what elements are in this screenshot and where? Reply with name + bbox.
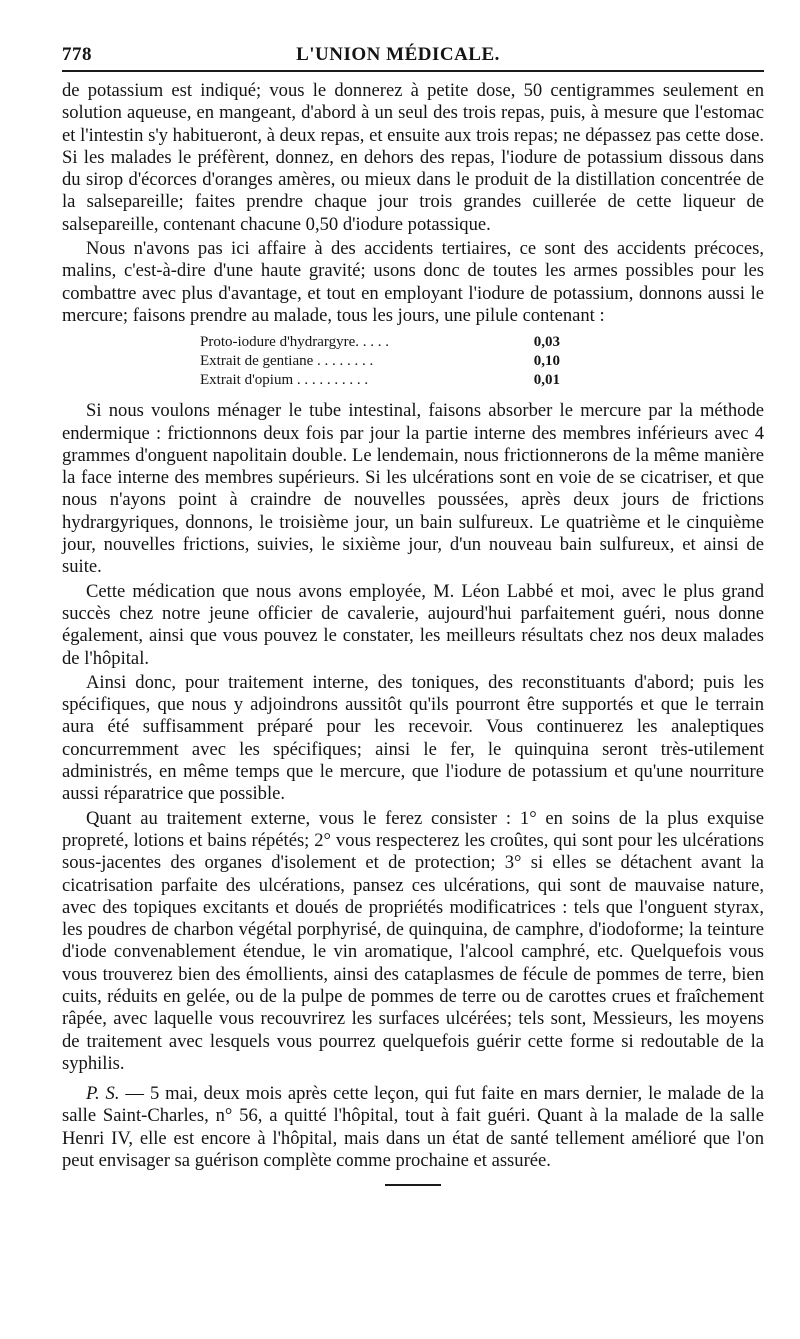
formula-dose: 0,01 [533,372,560,389]
formula-ingredient: Extrait d'opium . . . . . . . . . . [200,372,369,389]
formula-ingredient: Extrait de gentiane . . . . . . . . [200,353,374,370]
formula-dose: 0,03 [533,334,560,351]
postscript [62,1083,764,1172]
formula-dose: 0,10 [533,353,560,370]
formula-row [200,352,560,371]
running-title: L'UNION MÉDICALE. [296,44,500,65]
paragraph-6: Quant au traitement externe, vous le ferez consister : 1° en soins de la plus exquise propreté, lotions et bains répétés; 2° vous respecterez les croûtes, qui sont pour les ulcérations sous-jacentes des organes d'isolement et de protection; 3° si elles se détachent avant la cicatrisation parfaite des ulcérations, pansez ces ulcérations, qui sont de mauvaise nature, avec des topiques excitants et doués de propriétés modificatrices : tels que l'onguent styrax, les poudres de charbon végétal porphyrisé, de quinquina, de camphre, d'iodoforme; la teinture d'iode convenablement étendue, le vin aromatique, l'alcool camphré, etc. Quelquefois vous vous trouverez bien des émollients, ainsi des cataplasmes de fécule de pommes de terre, bien cuits, réduits en gelée, ou de la pulpe de pommes de terre ou de carottes crues et fraîchement râpée, avec laquelle vous recouvrirez les surfaces ulcérées; tels sont, Messieurs, les moyens de traitement avec lesquels vous pourrez quelquefois guérir cette forme si redoutable de la syphilis. [62,807,764,1074]
postscript-text: — 5 mai, deux mois après cette leçon, qui fut faite en mars dernier, le malade de la salle Saint-Charles, n° 56, a quitté l'hôpital, tout à fait guéri. Quant à la malade de la salle Henri IV, elle est encore à l'hôpital, mais dans un état de santé tellement amélioré que l'on peut envisager sa guérison complète comme prochaine et assurée. [62,1083,764,1172]
paragraph-2: Nous n'avons pas ici affaire à des accidents tertiaires, ce sont des accidents précoces, malins, c'est-à-dire d'une haute gravité; usons donc de toutes les armes possibles pour les combattre avec plus d'avantage, et tout en employant l'iodure de potassium, donnons aussi le mercure; faisons prendre au malade, tous les jours, une pilule contenant : [62,238,764,326]
page-header [62,44,764,66]
end-rule [385,1184,441,1186]
paragraph-5: Ainsi donc, pour traitement interne, des toniques, des reconstituants d'abord; puis les spécifiques, que nous y adjoindrons aussitôt qu'ils pourront être supportés et que le terrain aura été suffisamment préparé pour les recevoir. Vous continuerez les analeptiques concurremment avec les spécifiques; ainsi le fer, le quinquina seront très-utilement administrés, en même temps que le mercure, que l'iodure de potassium et qu'une nourriture aussi réparatrice que possible. [62,671,764,805]
formula-ingredient: Proto-iodure d'hydrargyre. . . . . [200,334,390,351]
paragraph-3: Si nous voulons ménager le tube intestinal, faisons absorber le mercure par la méthode endermique : frictionnons deux fois par jour la partie interne des membres inférieurs avec 4 grammes d'onguent napolitain double. Le lendemain, nous frictionnerons de la même manière la face interne des membres supérieurs. Si les ulcérations sont en voie de se cicatriser, et que nous n'ayons point à craindre de nouvelles poussées, après deux jours de frictions hydrargyriques, donnons, le troisième jour, un bain sulfureux. Le quatrième et le cinquième jour, nouvelles frictions, suivies, le sixième jour, d'un nouveau bain sulfureux, et ainsi de suite. [62,400,764,578]
page-number: 778 [62,44,92,65]
formula-row [200,371,560,390]
paragraph-4: Cette médication que nous avons employée, M. Léon Labbé et moi, avec le plus grand succès chez notre jeune officier de cavalerie, aujourd'hui parfaitement guéri, nous donne également, ainsi que vous pouvez le constater, les meilleurs résultats chez nos deux malades de l'hôpital. [62,580,764,669]
postscript-label: P. S. [86,1083,120,1105]
paragraph-1: de potassium est indiqué; vous le donnerez à petite dose, 50 centigrammes seulement en solution aqueuse, en mangeant, d'abord à un seul des trois repas, puis, à mesure que l'estomac et l'intestin s'y habitueront, à deux repas, et ensuite aux trois repas; ne dépassez pas cette dose. Si les malades le préfèrent, donnez, en dehors des repas, l'iodure de potassium dissous dans du sirop d'écorces d'oranges amères, ou mieux dans le produit de la distillation concentrée de la salsepareille; faites prendre chaque jour trois grandes cuillerée de cette liqueur de salsepareille, contenant chacune 0,50 d'iodure potassique. [62,80,764,235]
formula-row [200,333,560,352]
prescription-formula [200,333,560,390]
header-rule [62,70,764,72]
article-body [62,80,764,1172]
